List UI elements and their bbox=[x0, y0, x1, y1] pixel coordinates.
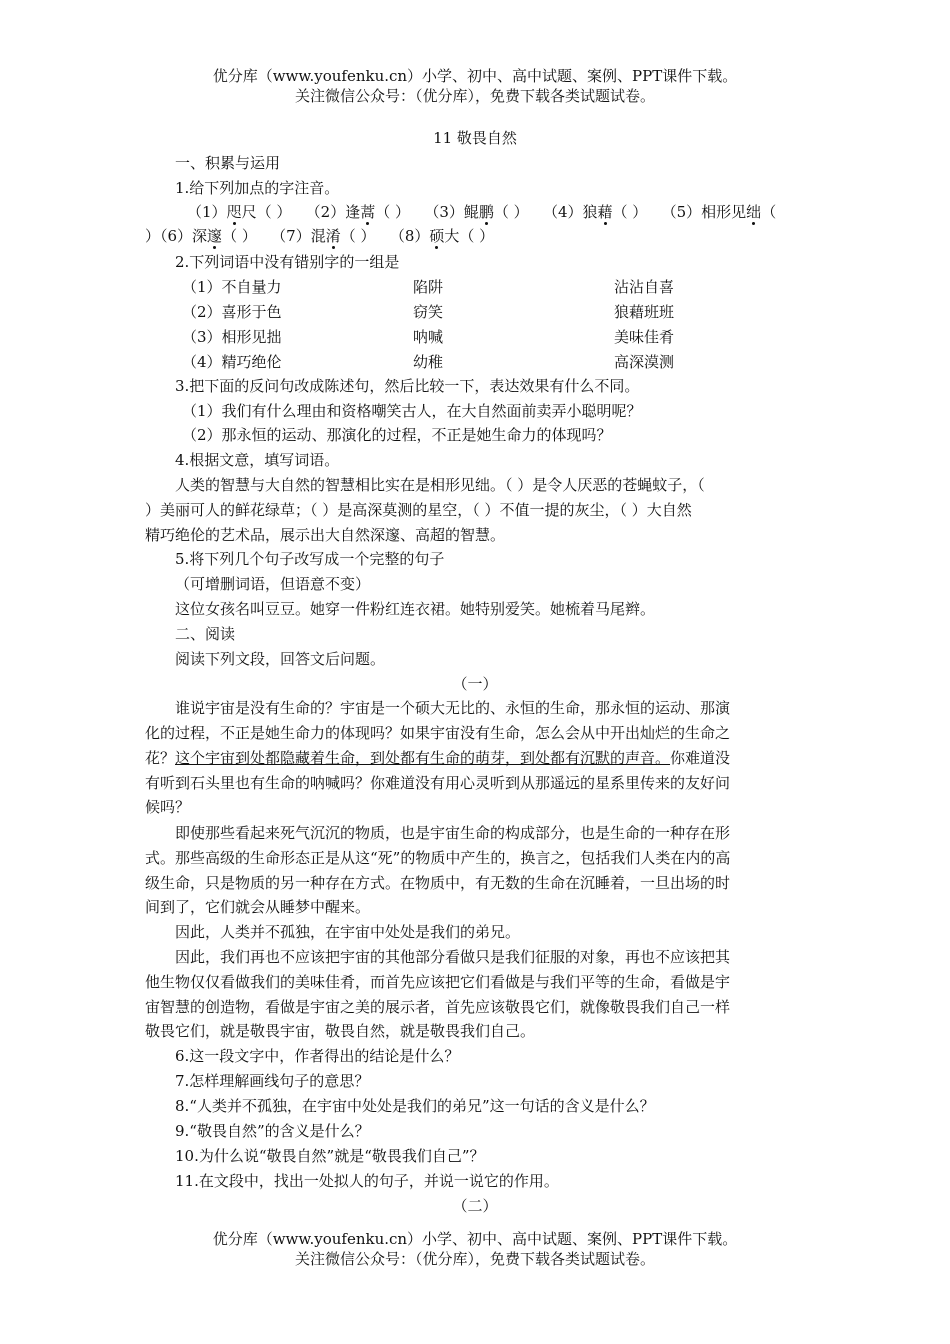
question-4-line-2: ）美丽可人的鲜花绿草；（ ）是高深莫测的星空，（ ）不值一提的灰尘，（ ）大自然 bbox=[145, 501, 692, 519]
q2-row-2-col-1: （2）喜形于色 bbox=[182, 303, 282, 321]
passage-p2-line-3: 级生命，只是物质的另一种存在方式。在物质中，有无数的生命在沉睡着，一旦出场的时 bbox=[145, 874, 731, 892]
passage-1-label: （一） bbox=[452, 675, 498, 693]
passage-p4-line-4: 敬畏它们，就是敬畏宇宙，敬畏自然，就是敬畏我们自己。 bbox=[145, 1022, 536, 1040]
question-2-stem: 2.下列词语中没有错别字的一组是 bbox=[175, 253, 400, 271]
passage-p4-line-3: 宙智慧的创造物，看做是宇宙之美的展示者，首先应该敬畏它们，就像敬畏我们自己一样 bbox=[145, 998, 731, 1016]
question-5-note: （可增删词语，但语意不变） bbox=[175, 575, 371, 593]
q2-row-2-col-2: 窃笑 bbox=[413, 303, 444, 321]
q2-row-1-col-2: 陷阱 bbox=[413, 278, 444, 296]
section-heading-1: 一、积累与运用 bbox=[175, 154, 281, 172]
passage-p1-line-3: 花？这个宇宙到处都隐藏着生命，到处都有生命的萌芽，到处都有沉默的声音。你难道没 bbox=[145, 749, 731, 767]
question-8: 8.“人类并不孤独，在宇宙中处处是我们的弟兄”这一句话的含义是什么？ bbox=[175, 1097, 655, 1115]
passage-p4-line-2: 他生物仅仅看做我们的美味佳肴，而首先应该把它们看做是与我们平等的生命，看做是宇 bbox=[145, 973, 731, 991]
question-4-line-3: 精巧绝伦的艺术品，展示出大自然深邃、高超的智慧。 bbox=[145, 526, 506, 544]
question-3-stem: 3.把下面的反问句改成陈述句，然后比较一下，表达效果有什么不同。 bbox=[175, 377, 640, 395]
question-4-stem: 4.根据文意，填写词语。 bbox=[175, 451, 340, 469]
question-1-row-1: （1）咫尺（ ） （2）逢蒿（ ） （3）鲲鹏（ ） （4）狼藉（ ） （5）相形见绌（ bbox=[187, 203, 777, 221]
passage-p1-line-5: 候吗？ bbox=[145, 798, 191, 816]
question-5-text: 这位女孩名叫豆豆。她穿一件粉红连衣裙。她特别爱笑。她梳着马尾辫。 bbox=[175, 600, 656, 618]
passage-p1-line-1: 谁说宇宙是没有生命的？宇宙是一个硕大无比的、永恒的生命，那永恒的运动、那演 bbox=[175, 699, 731, 717]
footer-line-2: 关注微信公众号：（优分库），免费下载各类试题试卷。 bbox=[294, 1250, 655, 1268]
section-heading-2: 二、阅读 bbox=[175, 625, 236, 643]
footer-line-1: 优分库（www.youfenku.cn）小学、初中、高中试题、案例、PPT课件下载。 bbox=[212, 1230, 738, 1248]
question-1-stem: 1.给下列加点的字注音。 bbox=[175, 179, 340, 197]
header-line-2: 关注微信公众号：（优分库），免费下载各类试题试卷。 bbox=[294, 87, 655, 105]
passage-p1-line-4: 有听到石头里也有生命的呐喊吗？你难道没有用心灵听到从那遥远的星系里传来的友好问 bbox=[145, 774, 731, 792]
q2-row-2-col-3: 狼藉班班 bbox=[614, 303, 675, 321]
passage-p2-line-1: 即使那些看起来死气沉沉的物质，也是宇宙生命的构成部分，也是生命的一种存在形 bbox=[175, 824, 731, 842]
passage-p2-line-2: 式。那些高级的生命形态正是从这“死”的物质中产生的，换言之，包括我们人类在内的高 bbox=[145, 849, 731, 867]
q2-row-4-col-2: 幼稚 bbox=[413, 353, 444, 371]
q2-row-3-col-3: 美味佳肴 bbox=[614, 328, 675, 346]
question-11: 11.在文段中，找出一处拟人的句子，并说一说它的作用。 bbox=[175, 1172, 559, 1190]
header-line-1: 优分库（www.youfenku.cn）小学、初中、高中试题、案例、PPT课件下载。 bbox=[212, 67, 738, 85]
question-6: 6.这一段文字中，作者得出的结论是什么？ bbox=[175, 1047, 460, 1065]
q2-row-3-col-2: 呐喊 bbox=[413, 328, 444, 346]
reading-intro: 阅读下列文段，回答文后问题。 bbox=[175, 650, 386, 668]
question-10: 10.为什么说“敬畏自然”就是“敬畏我们自己”？ bbox=[175, 1147, 485, 1165]
question-3-sentence-2: （2）那永恒的运动、那演化的过程，不正是她生命力的体现吗？ bbox=[182, 426, 612, 444]
question-9: 9.“敬畏自然”的含义是什么？ bbox=[175, 1122, 370, 1140]
question-5-stem: 5.将下列几个句子改写成一个完整的句子 bbox=[175, 550, 445, 568]
passage-2-label: （二） bbox=[452, 1197, 498, 1215]
passage-p2-line-4: 间到了，它们就会从睡梦中醒来。 bbox=[145, 898, 371, 916]
underlined-sentence: 这个宇宙到处都隐藏着生命，到处都有生命的萌芽，到处都有沉默的声音。 bbox=[175, 749, 671, 767]
q2-row-4-col-3: 高深漠测 bbox=[614, 353, 675, 371]
passage-p4-line-1: 因此，我们再也不应该把宇宙的其他部分看做只是我们征服的对象，再也不应该把其 bbox=[175, 948, 731, 966]
question-3-sentence-1: （1）我们有什么理由和资格嘲笑古人，在大自然面前卖弄小聪明呢？ bbox=[182, 402, 642, 420]
question-7: 7.怎样理解画线句子的意思？ bbox=[175, 1072, 370, 1090]
question-4-line-1: 人类的智慧与大自然的智慧相比实在是相形见绌。（ ）是令人厌恶的苍蝇蚊子，（ bbox=[175, 476, 705, 494]
q2-row-4-col-1: （4）精巧绝伦 bbox=[182, 353, 282, 371]
q2-row-3-col-1: （3）相形见拙 bbox=[182, 328, 282, 346]
passage-p1-line-2: 化的过程，不正是她生命力的体现吗？如果宇宙没有生命，怎么会从中开出灿烂的生命之 bbox=[145, 724, 731, 742]
passage-p3: 因此，人类并不孤独，在宇宙中处处是我们的弟兄。 bbox=[175, 923, 521, 941]
question-1-row-2: ）（6）深邃（ ） （7）混淆（ ） （8）硕大（ ） bbox=[145, 227, 495, 245]
q2-row-1-col-1: （1）不自量力 bbox=[182, 278, 282, 296]
page-title: 11 敬畏自然 bbox=[433, 129, 517, 147]
q2-row-1-col-3: 沾沾自喜 bbox=[614, 278, 675, 296]
